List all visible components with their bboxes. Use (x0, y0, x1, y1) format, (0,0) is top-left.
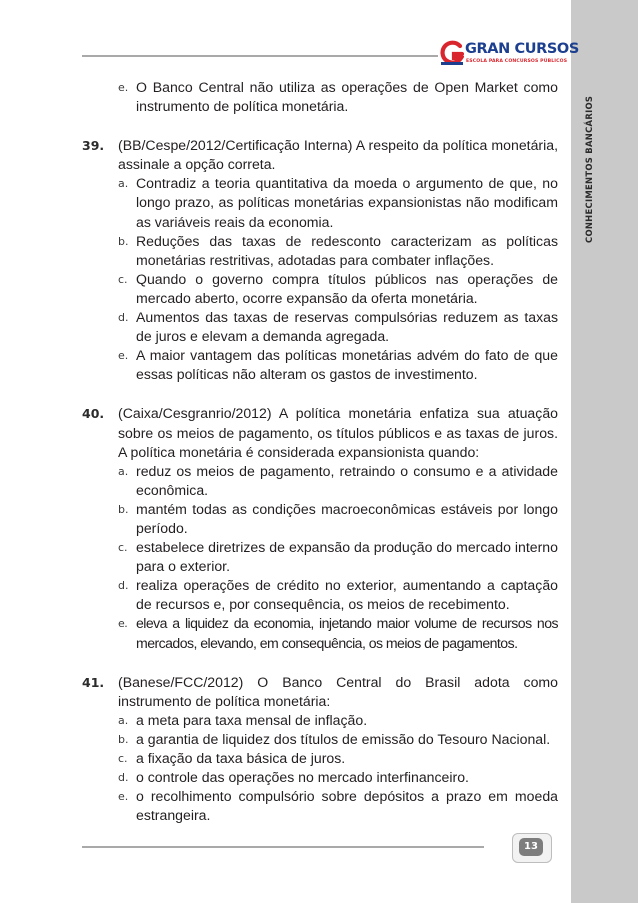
option-c (82, 749, 558, 768)
option-text: Aumentos das taxas de reservas compulsórias reduzem as taxas de juros e elevam a demanda agregada. (136, 309, 558, 345)
option-d (82, 768, 558, 787)
option-letter: d. (118, 311, 129, 325)
page-number: 13 (519, 838, 543, 856)
option-text: o controle das operações no mercado interfinanceiro. (136, 769, 469, 786)
option-letter: a. (118, 464, 129, 478)
option-c (82, 538, 558, 576)
option-a (82, 462, 558, 500)
option-e-previous (82, 78, 558, 116)
option-d (82, 308, 558, 346)
option-letter: a. (118, 177, 129, 191)
option-letter: e. (118, 617, 128, 631)
option-b (82, 730, 558, 749)
option-e (82, 614, 558, 652)
option-text: Quando o governo compra títulos públicos nas operações de mercado aberto, ocorre expansão da oferta monetária. (136, 270, 558, 306)
sidebar-band (571, 0, 638, 903)
option-letter: e. (118, 790, 129, 804)
option-b (82, 500, 558, 538)
question-39 (82, 136, 558, 384)
option-letter: a. (118, 713, 129, 727)
gran-cursos-g-icon (440, 40, 464, 68)
question-number: 40. (82, 406, 105, 422)
option-text: O Banco Central não utiliza as operações de Open Market como instrumento de política monetária. (136, 79, 558, 115)
footer-rule (82, 846, 484, 848)
option-text: estabelece diretrizes de expansão da produção do mercado interno para o exterior. (136, 539, 558, 575)
option-letter: b. (118, 234, 129, 248)
sidebar-section-label: CONHECIMENTOS BANCÁRIOS (584, 95, 594, 243)
option-text: A maior vantagem das políticas monetárias advém do fato de que essas políticas não alteram os gastos de investimento. (136, 347, 558, 383)
option-e (82, 346, 558, 384)
option-text: mantém todas as condições macroeconômicas estáveis por longo período. (136, 500, 558, 536)
option-letter: b. (118, 732, 129, 746)
option-letter: e. (118, 349, 129, 363)
option-text: o recolhimento compulsório sobre depósitos a prazo em moeda estrangeira. (136, 788, 558, 824)
option-letter: c. (118, 541, 128, 555)
logo-tagline: ESCOLA PARA CONCURSOS PÚBLICOS (466, 59, 568, 64)
option-letter: c. (118, 752, 128, 765)
option-letter: d. (118, 771, 129, 785)
gran-cursos-logo (440, 40, 579, 70)
question-40 (82, 404, 558, 652)
option-letter: c. (118, 272, 128, 286)
option-text: Contradiz a teoria quantitativa da moeda o argumento de que, no longo prazo, as políticas monetárias expansionistas não modificam as variáveis reais da economia. (136, 175, 558, 230)
option-text: a garantia de liquidez dos títulos de emissão do Tesouro Nacional. (136, 730, 551, 747)
option-letter: e. (118, 81, 129, 94)
option-text: realiza operações de crédito no exterior, aumentando a captação de recursos e, por consequência, os meios de recebimento. (136, 577, 558, 613)
option-a (82, 174, 558, 231)
question-stem: (BB/Cespe/2012/Certificação Interna) A respeito da política monetária, assinale a opção correta. (118, 137, 558, 173)
option-text: a fixação da taxa básica de juros. (136, 750, 346, 766)
header-rule (82, 55, 438, 57)
option-c (82, 270, 558, 308)
option-a (82, 711, 558, 730)
question-number: 41. (82, 674, 105, 690)
question-number: 39. (82, 138, 105, 154)
option-text: eleva a liquidez da economia, injetando maior volume de recursos nos mercados, elevando, em consequência, os meios de pagamentos. (136, 615, 558, 651)
question-41 (82, 673, 558, 826)
option-letter: d. (118, 579, 129, 593)
option-text: a meta para taxa mensal de inflação. (136, 711, 368, 728)
option-d (82, 576, 558, 614)
option-text: Reduções das taxas de redesconto caracterizam as políticas monetárias restritivas, adotadas para combater inflações. (136, 232, 558, 268)
logo-wordmark: GRAN CURSOS (465, 41, 579, 57)
option-e (82, 787, 558, 825)
option-b (82, 232, 558, 270)
option-letter: b. (118, 502, 129, 516)
question-stem: (Banese/FCC/2012) O Banco Central do Brasil adota como instrumento de política monetária: (118, 673, 558, 709)
option-text: reduz os meios de pagamento, retraindo o consumo e a atividade econômica. (136, 462, 558, 498)
question-stem: (Caixa/Cesgranrio/2012) A política monetária enfatiza sua atuação sobre os meios de pagamento, os títulos públicos e as taxas de juros. A política monetária é considerada expansionista quando: (118, 405, 558, 460)
question-list (82, 78, 558, 825)
